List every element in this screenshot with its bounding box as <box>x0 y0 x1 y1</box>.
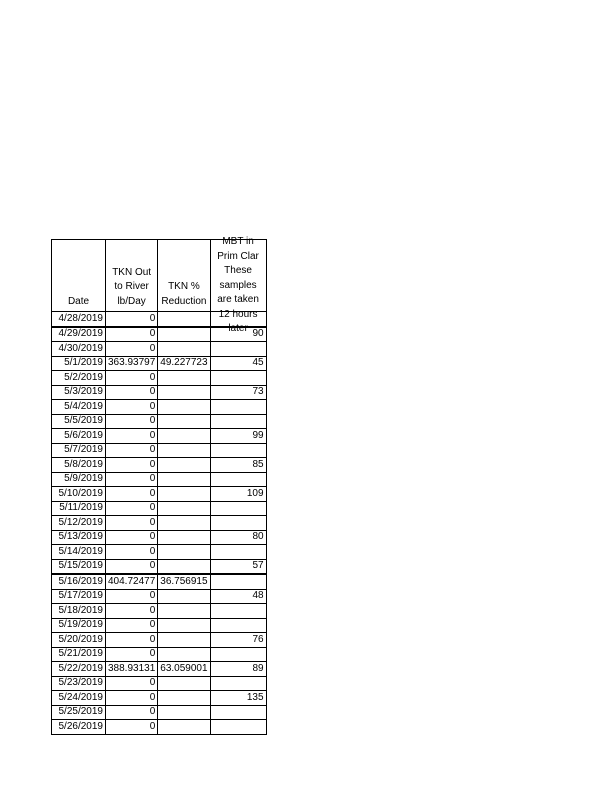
cell-tkn-reduction[interactable] <box>158 633 210 648</box>
cell-tkn-out[interactable]: 0 <box>106 385 158 400</box>
cell-tkn-out[interactable]: 0 <box>106 516 158 531</box>
cell-date[interactable]: 5/2/2019 <box>52 371 106 386</box>
cell-mbt[interactable]: 135 <box>210 691 266 706</box>
data-table <box>51 236 267 735</box>
table-row <box>52 676 267 691</box>
cell-tkn-reduction[interactable]: 63.059001 <box>158 662 210 677</box>
table-row <box>52 458 267 473</box>
cell-tkn-reduction[interactable] <box>158 487 210 502</box>
cell-tkn-reduction[interactable]: 49.227723 <box>158 356 210 371</box>
cell-mbt[interactable]: 90 <box>210 327 266 342</box>
table-row <box>52 342 267 357</box>
cell-tkn-reduction[interactable] <box>158 429 210 444</box>
cell-mbt[interactable] <box>210 720 266 735</box>
cell-date[interactable]: 5/16/2019 <box>52 574 106 589</box>
table-row <box>52 647 267 662</box>
header-date: Date <box>52 240 106 312</box>
table-row <box>52 443 267 458</box>
cell-tkn-out[interactable]: 0 <box>106 559 158 574</box>
cell-date[interactable]: 5/7/2019 <box>52 443 106 458</box>
cell-mbt[interactable]: 48 <box>210 589 266 604</box>
cell-date[interactable]: 5/22/2019 <box>52 662 106 677</box>
table-row <box>52 516 267 531</box>
cell-mbt[interactable] <box>210 676 266 691</box>
cell-tkn-reduction[interactable] <box>158 516 210 531</box>
table-row <box>52 633 267 648</box>
header-mbt-text: MBT in Prim Clar These samples are taken 12 hours later <box>217 236 259 334</box>
cell-tkn-reduction[interactable] <box>158 545 210 560</box>
cell-date[interactable]: 5/24/2019 <box>52 691 106 706</box>
table-row <box>52 618 267 633</box>
cell-tkn-reduction[interactable] <box>158 604 210 619</box>
cell-tkn-reduction[interactable] <box>158 676 210 691</box>
cell-tkn-out[interactable]: 404.72477 <box>106 574 158 589</box>
cell-mbt[interactable] <box>210 574 266 589</box>
cell-tkn-out[interactable]: 0 <box>106 458 158 473</box>
cell-tkn-out[interactable]: 0 <box>106 371 158 386</box>
cell-tkn-reduction[interactable] <box>158 443 210 458</box>
cell-date[interactable]: 4/28/2019 <box>52 312 106 327</box>
header-tkn-out: TKN Out to River lb/Day <box>106 240 158 312</box>
cell-date[interactable]: 4/30/2019 <box>52 342 106 357</box>
cell-tkn-reduction[interactable] <box>158 385 210 400</box>
cell-date[interactable]: 5/19/2019 <box>52 618 106 633</box>
cell-mbt[interactable] <box>210 472 266 487</box>
cell-tkn-out[interactable]: 0 <box>106 604 158 619</box>
cell-tkn-out[interactable]: 0 <box>106 400 158 415</box>
cell-tkn-reduction[interactable] <box>158 414 210 429</box>
table-row <box>52 530 267 545</box>
cell-mbt[interactable]: 89 <box>210 662 266 677</box>
cell-mbt[interactable] <box>210 516 266 531</box>
cell-tkn-reduction[interactable] <box>158 501 210 516</box>
cell-tkn-out[interactable]: 0 <box>106 487 158 502</box>
cell-mbt[interactable]: 85 <box>210 458 266 473</box>
cell-tkn-out[interactable]: 0 <box>106 501 158 516</box>
cell-mbt[interactable] <box>210 501 266 516</box>
cell-tkn-out[interactable]: 0 <box>106 691 158 706</box>
cell-mbt[interactable] <box>210 400 266 415</box>
cell-date[interactable]: 5/11/2019 <box>52 501 106 516</box>
cell-tkn-out[interactable]: 0 <box>106 429 158 444</box>
cell-date[interactable]: 5/15/2019 <box>52 559 106 574</box>
cell-tkn-reduction[interactable] <box>158 691 210 706</box>
table-row <box>52 574 267 589</box>
cell-tkn-reduction[interactable] <box>158 327 210 342</box>
table-row <box>52 400 267 415</box>
cell-tkn-reduction[interactable] <box>158 559 210 574</box>
cell-tkn-out[interactable]: 0 <box>106 342 158 357</box>
cell-mbt[interactable] <box>210 604 266 619</box>
cell-date[interactable]: 5/17/2019 <box>52 589 106 604</box>
cell-date[interactable]: 5/5/2019 <box>52 414 106 429</box>
cell-tkn-out[interactable]: 0 <box>106 633 158 648</box>
cell-date[interactable]: 5/18/2019 <box>52 604 106 619</box>
table-row <box>52 705 267 720</box>
cell-tkn-reduction[interactable] <box>158 530 210 545</box>
cell-date[interactable]: 5/23/2019 <box>52 676 106 691</box>
header-row <box>52 240 267 312</box>
cell-date[interactable]: 5/4/2019 <box>52 400 106 415</box>
cell-date[interactable]: 5/25/2019 <box>52 705 106 720</box>
cell-tkn-out[interactable]: 0 <box>106 676 158 691</box>
cell-tkn-reduction[interactable] <box>158 647 210 662</box>
cell-mbt[interactable] <box>210 545 266 560</box>
cell-tkn-reduction[interactable] <box>158 371 210 386</box>
cell-date[interactable]: 5/26/2019 <box>52 720 106 735</box>
cell-mbt[interactable]: 45 <box>210 356 266 371</box>
table-row <box>52 691 267 706</box>
cell-date[interactable]: 4/29/2019 <box>52 327 106 342</box>
cell-date[interactable]: 5/14/2019 <box>52 545 106 560</box>
cell-tkn-out[interactable]: 0 <box>106 705 158 720</box>
cell-mbt[interactable]: 109 <box>210 487 266 502</box>
cell-date[interactable]: 5/12/2019 <box>52 516 106 531</box>
cell-mbt[interactable] <box>210 342 266 357</box>
table-row <box>52 472 267 487</box>
cell-date[interactable]: 5/13/2019 <box>52 530 106 545</box>
cell-mbt[interactable] <box>210 647 266 662</box>
cell-tkn-out[interactable]: 0 <box>106 545 158 560</box>
cell-mbt[interactable]: 57 <box>210 559 266 574</box>
cell-mbt[interactable] <box>210 705 266 720</box>
cell-tkn-reduction[interactable] <box>158 472 210 487</box>
cell-mbt[interactable] <box>210 414 266 429</box>
table-row <box>52 720 267 735</box>
table-row <box>52 414 267 429</box>
cell-tkn-out[interactable]: 0 <box>106 443 158 458</box>
cell-tkn-out[interactable]: 363.93797 <box>106 356 158 371</box>
cell-tkn-reduction[interactable]: 36.756915 <box>158 574 210 589</box>
table-row <box>52 501 267 516</box>
table-row <box>52 589 267 604</box>
table-row <box>52 545 267 560</box>
cell-tkn-reduction[interactable] <box>158 312 210 327</box>
table-row <box>52 662 267 677</box>
table-row <box>52 604 267 619</box>
cell-tkn-out[interactable]: 0 <box>106 414 158 429</box>
table-row <box>52 356 267 371</box>
table-row <box>52 487 267 502</box>
table-row <box>52 429 267 444</box>
cell-tkn-reduction[interactable] <box>158 720 210 735</box>
table-row <box>52 371 267 386</box>
cell-mbt[interactable] <box>210 443 266 458</box>
cell-mbt[interactable]: 73 <box>210 385 266 400</box>
cell-tkn-out[interactable]: 0 <box>106 312 158 327</box>
cell-tkn-out[interactable]: 0 <box>106 589 158 604</box>
cell-tkn-reduction[interactable] <box>158 618 210 633</box>
cell-date[interactable]: 5/9/2019 <box>52 472 106 487</box>
cell-mbt[interactable] <box>210 371 266 386</box>
cell-tkn-reduction[interactable] <box>158 342 210 357</box>
cell-date[interactable]: 5/6/2019 <box>52 429 106 444</box>
cell-tkn-out[interactable]: 0 <box>106 472 158 487</box>
table-row <box>52 559 267 574</box>
cell-tkn-reduction[interactable] <box>158 400 210 415</box>
cell-tkn-out[interactable]: 0 <box>106 530 158 545</box>
cell-tkn-out[interactable]: 0 <box>106 720 158 735</box>
cell-mbt[interactable]: 76 <box>210 633 266 648</box>
cell-tkn-reduction[interactable] <box>158 458 210 473</box>
cell-tkn-reduction[interactable] <box>158 589 210 604</box>
header-tkn-reduction: TKN % Reduction <box>158 240 210 312</box>
cell-date[interactable]: 5/3/2019 <box>52 385 106 400</box>
cell-date[interactable]: 5/1/2019 <box>52 356 106 371</box>
cell-mbt[interactable]: 99 <box>210 429 266 444</box>
cell-mbt[interactable] <box>210 618 266 633</box>
cell-date[interactable]: 5/8/2019 <box>52 458 106 473</box>
cell-date[interactable]: 5/10/2019 <box>52 487 106 502</box>
cell-mbt[interactable]: 80 <box>210 530 266 545</box>
cell-date[interactable]: 5/21/2019 <box>52 647 106 662</box>
cell-tkn-out[interactable]: 0 <box>106 618 158 633</box>
cell-tkn-reduction[interactable] <box>158 705 210 720</box>
table-row <box>52 385 267 400</box>
cell-tkn-out[interactable]: 0 <box>106 327 158 342</box>
table-body <box>52 312 267 735</box>
cell-date[interactable]: 5/20/2019 <box>52 633 106 648</box>
cell-tkn-out[interactable]: 388.93131 <box>106 662 158 677</box>
cell-tkn-out[interactable]: 0 <box>106 647 158 662</box>
